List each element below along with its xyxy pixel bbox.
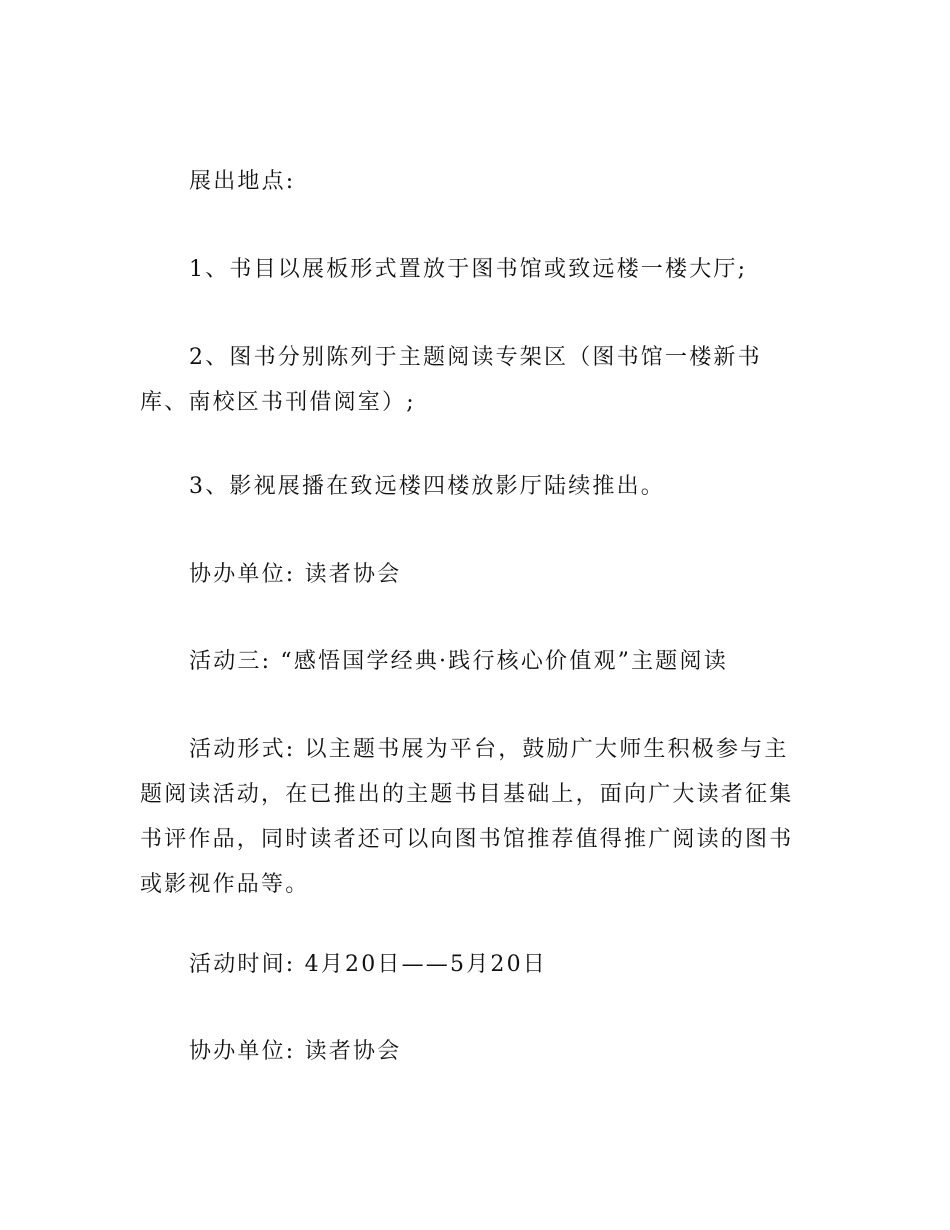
text-line: 书评作品，同时读者还可以向图书馆推荐值得推广阅读的图书 bbox=[140, 827, 794, 852]
text-line: 协办单位: 读者协会 bbox=[189, 1039, 402, 1064]
text-line: 活动形式: 以主题书展为平台，鼓励广大师生积极参与主 bbox=[189, 737, 789, 762]
text-line: 2、图书分别陈列于主题阅读专架区（图书馆一楼新书 bbox=[189, 345, 762, 370]
activity-three-title bbox=[140, 642, 810, 682]
text-line: 1、书目以展板形式置放于图书馆或致远楼一楼大厅; bbox=[189, 257, 748, 282]
location-item-1 bbox=[140, 250, 810, 290]
text-line: 3、影视展播在致远楼四楼放影厅陆续推出。 bbox=[189, 474, 665, 499]
co-organizer-1 bbox=[140, 555, 810, 595]
activity-time bbox=[140, 945, 810, 985]
text-line: 或影视作品等。 bbox=[140, 872, 310, 897]
location-item-2 bbox=[140, 338, 810, 423]
activity-form-paragraph bbox=[140, 730, 810, 905]
text-line: 库、南校区书刊借阅室）; bbox=[140, 390, 416, 415]
text-line: 展出地点: bbox=[189, 169, 296, 194]
text-line: 活动时间: 4月20日——5月20日 bbox=[189, 952, 547, 977]
text-line: 题阅读活动，在已推出的主题书目基础上，面向广大读者征集 bbox=[140, 782, 794, 807]
exhibition-location-heading bbox=[140, 162, 810, 202]
co-organizer-2 bbox=[140, 1032, 810, 1072]
text-line: 活动三: “感悟国学经典·践行核心价值观”主题阅读 bbox=[189, 649, 728, 674]
text-line: 协办单位: 读者协会 bbox=[189, 562, 402, 587]
location-item-3 bbox=[140, 467, 810, 507]
